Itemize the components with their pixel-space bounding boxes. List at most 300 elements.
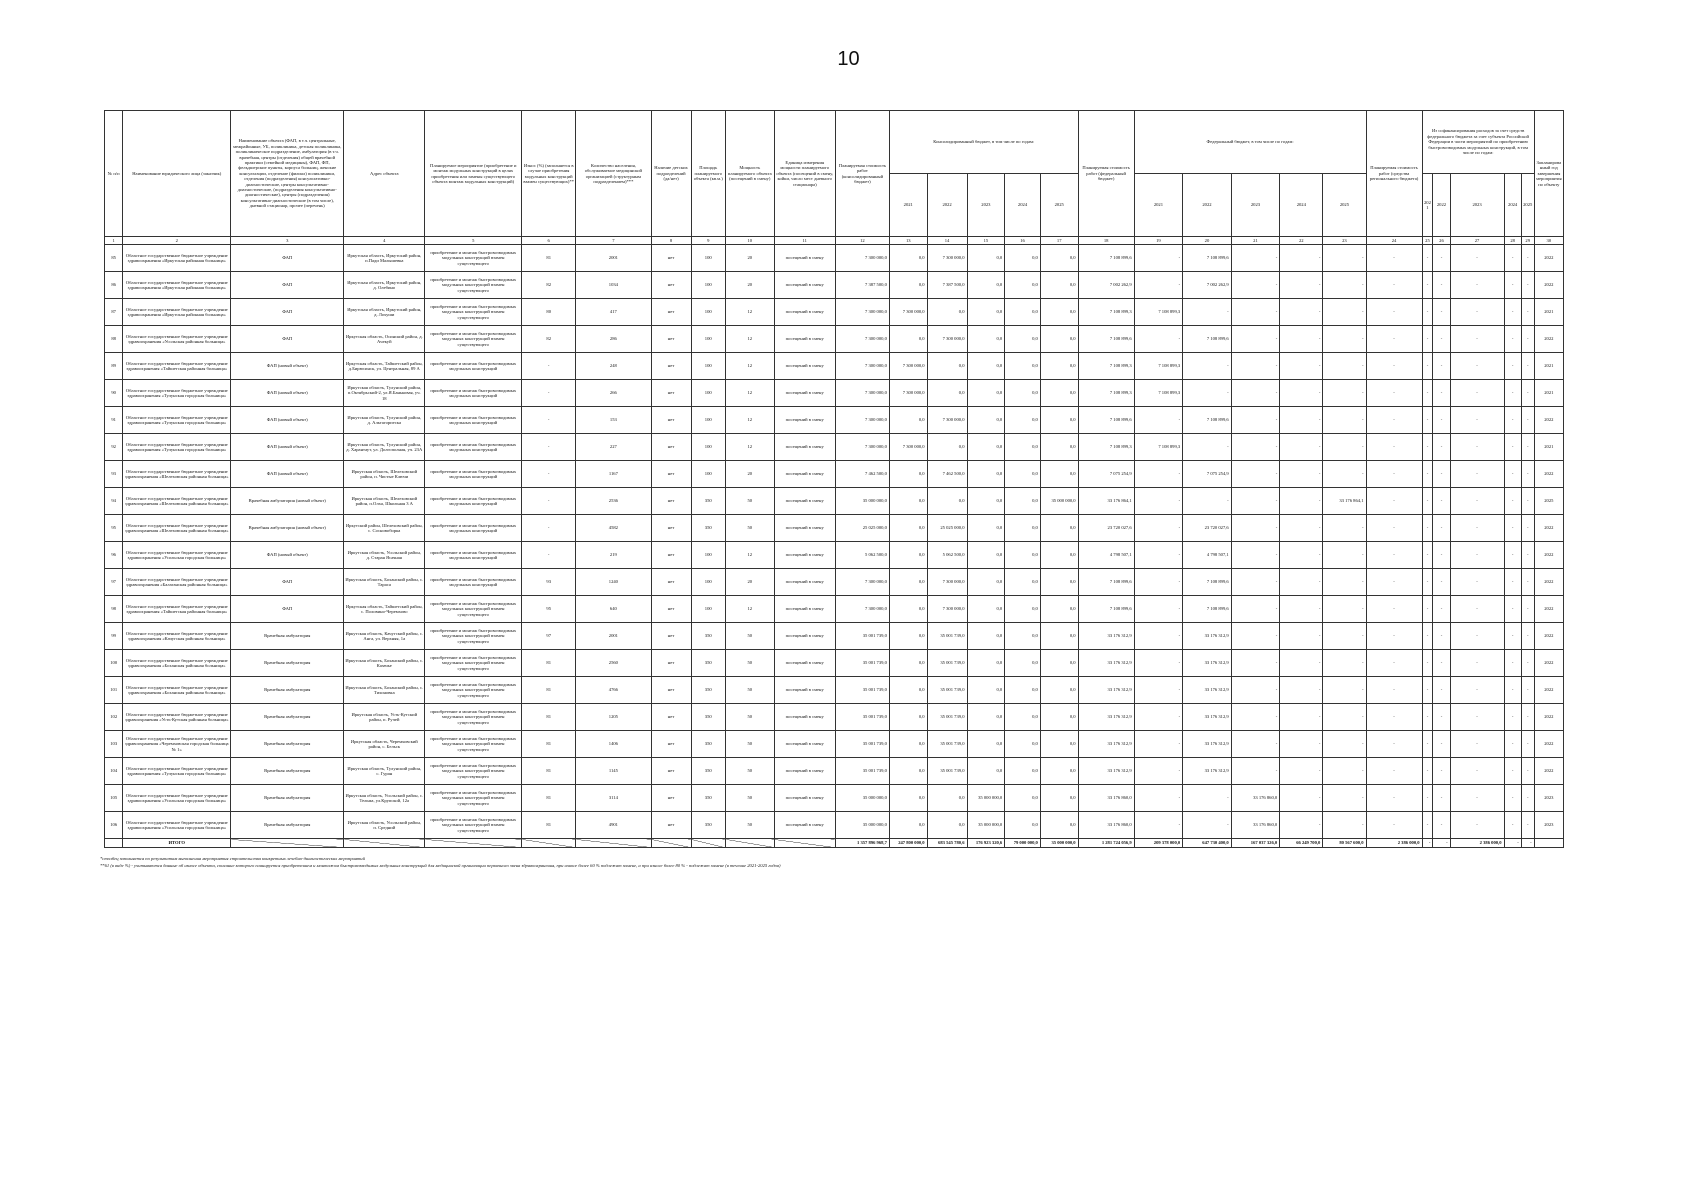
table-cell: - xyxy=(1422,569,1433,596)
table-cell: 0,0 xyxy=(889,326,927,353)
table-cell: 35 000 000,0 xyxy=(835,785,889,812)
table-cell: нет xyxy=(651,461,691,488)
table-cell: 0,0 xyxy=(1005,623,1041,650)
table-cell: 81 xyxy=(522,812,576,839)
table-cell: - xyxy=(1134,650,1183,677)
table-cell: - xyxy=(1366,488,1422,515)
table-cell: Врачебная амбулатория xyxy=(231,731,344,758)
table-cell: 7 300 000,0 xyxy=(927,407,967,434)
table-cell: посещений в смену xyxy=(774,245,835,272)
table-cell: 7 300 000,0 xyxy=(835,380,889,407)
table-cell: - xyxy=(1231,731,1280,758)
table-cell: - xyxy=(1433,434,1450,461)
table-cell: - xyxy=(1504,353,1521,380)
table-cell: Врачебная амбулатория xyxy=(231,704,344,731)
table-cell: 2560 xyxy=(576,650,651,677)
table-cell: 7 108 899,6 xyxy=(1183,569,1232,596)
table-cell: 350 xyxy=(691,650,726,677)
table-row xyxy=(105,785,1564,812)
table-cell: - xyxy=(1504,299,1521,326)
table-cell: 7 300 000,0 xyxy=(835,299,889,326)
table-cell: Областное государственное бюджетное учреждение здравоохранения «Боханская районная больница» xyxy=(123,677,231,704)
table-cell: - xyxy=(1280,704,1323,731)
table-cell: - xyxy=(1134,704,1183,731)
table-cell: - xyxy=(1280,461,1323,488)
table-cell: 50 xyxy=(726,623,775,650)
table-cell: 100 xyxy=(691,245,726,272)
table-cell: - xyxy=(1422,758,1433,785)
table-cell: 0,0 xyxy=(889,272,927,299)
table-cell: - xyxy=(1323,623,1366,650)
table-cell: 7 300 000,0 xyxy=(835,596,889,623)
table-cell: - xyxy=(1366,731,1422,758)
table-cell: 7 300 000,0 xyxy=(835,326,889,353)
table-cell: - xyxy=(1521,407,1534,434)
table-cell: Областное государственное бюджетное учреждение здравоохранения «Усть-Кутская районная больница» xyxy=(123,704,231,731)
table-cell: 2022 xyxy=(1534,758,1563,785)
table-cell: 0,0 xyxy=(967,326,1005,353)
table-cell: 1240 xyxy=(576,569,651,596)
table-cell: 0,0 xyxy=(1040,434,1078,461)
table-cell: ФАП xyxy=(231,299,344,326)
table-cell: - xyxy=(1134,731,1183,758)
table-cell: 98 xyxy=(105,596,123,623)
table-cell: приобретение и монтаж быстровозводимых модульных конструкций взамен существующего xyxy=(425,272,522,299)
table-cell: посещений в смену xyxy=(774,461,835,488)
table-cell: 7 300 000,0 xyxy=(927,569,967,596)
table-cell: 2022 xyxy=(1534,596,1563,623)
table-cell: 0,0 xyxy=(1040,353,1078,380)
table-cell: - xyxy=(1280,569,1323,596)
table-cell: 88 xyxy=(105,326,123,353)
table-cell: 2022 xyxy=(1534,272,1563,299)
table-cell: 33 176 864,1 xyxy=(1323,488,1366,515)
table-cell: - xyxy=(1280,488,1323,515)
table-cell: 106 xyxy=(105,812,123,839)
table-cell: 0,0 xyxy=(927,299,967,326)
table-cell: посещений в смену xyxy=(774,704,835,731)
table-cell: 0,0 xyxy=(1040,812,1078,839)
table-cell: - xyxy=(1231,542,1280,569)
table-cell: посещений в смену xyxy=(774,569,835,596)
column-number: 13 xyxy=(889,237,927,245)
column-number: 22 xyxy=(1280,237,1323,245)
table-cell: 50 xyxy=(726,650,775,677)
table-cell: - xyxy=(1231,623,1280,650)
table-cell: 2023 xyxy=(1534,812,1563,839)
table-cell: Областное государственное бюджетное учреждение здравоохранения «Тулунская городская больница» xyxy=(123,434,231,461)
table-cell: - xyxy=(1422,326,1433,353)
table-cell: 50 xyxy=(726,731,775,758)
table-cell: Областное государственное бюджетное учреждение здравоохранения «Балаганская районная больница» xyxy=(123,569,231,596)
table-cell: - xyxy=(1450,677,1504,704)
column-number: 17 xyxy=(1040,237,1078,245)
table-cell: 2025 xyxy=(1534,488,1563,515)
table-cell: - xyxy=(1504,704,1521,731)
table-cell: 33 176 860,0 xyxy=(1078,785,1134,812)
table-cell: 90 xyxy=(105,380,123,407)
total-cell: - xyxy=(1433,839,1450,848)
table-cell: нет xyxy=(651,326,691,353)
table-cell: 20 xyxy=(726,245,775,272)
table-cell: 2022 xyxy=(1534,569,1563,596)
table-row xyxy=(105,299,1564,326)
table-cell: Врачебная амбулатория xyxy=(231,812,344,839)
table-cell: - xyxy=(1450,407,1504,434)
table-cell: - xyxy=(1450,731,1504,758)
table-row xyxy=(105,515,1564,542)
table-cell: - xyxy=(1280,380,1323,407)
table-cell: 50 xyxy=(726,785,775,812)
table-cell: посещений в смену xyxy=(774,677,835,704)
table-cell: - xyxy=(1134,407,1183,434)
table-cell: 7 002 262,9 xyxy=(1183,272,1232,299)
table-cell: 50 xyxy=(726,515,775,542)
table-cell: нет xyxy=(651,353,691,380)
table-row xyxy=(105,245,1564,272)
total-cell xyxy=(774,839,835,848)
table-cell: - xyxy=(1450,515,1504,542)
table-cell: - xyxy=(522,488,576,515)
table-cell: 0,0 xyxy=(967,569,1005,596)
table-cell: посещений в смену xyxy=(774,326,835,353)
table-cell: - xyxy=(1422,407,1433,434)
table-cell: - xyxy=(1323,272,1366,299)
table-cell: - xyxy=(1280,758,1323,785)
table-cell: - xyxy=(1183,353,1232,380)
table-cell: 105 xyxy=(105,785,123,812)
table-cell: приобретение и монтаж быстровозводимых модульных конструкций взамен существующего xyxy=(425,677,522,704)
table-cell: 0,0 xyxy=(967,515,1005,542)
table-cell: 219 xyxy=(576,542,651,569)
total-cell: 80 567 600,0 xyxy=(1323,839,1366,848)
table-cell: - xyxy=(1504,569,1521,596)
table-cell: - xyxy=(1280,326,1323,353)
table-cell: 12 xyxy=(726,542,775,569)
table-cell: 33 176 312,9 xyxy=(1078,650,1134,677)
table-row xyxy=(105,461,1564,488)
header-cofinancing-by-year: Из софинансирования расходов за счет средств федерального бюджета за счет субъекта Российской Федерации в части мероприятий по приобретению быстровозводимых модульных конструкций, в том числе по годам: xyxy=(1422,111,1534,174)
column-number: 24 xyxy=(1366,237,1422,245)
year-2023: 2023 xyxy=(1231,174,1280,237)
table-cell: - xyxy=(1450,461,1504,488)
total-cell xyxy=(105,839,123,848)
table-cell: Областное государственное бюджетное учреждение здравоохранения «Тайшетская районная больница» xyxy=(123,353,231,380)
table-cell: - xyxy=(1450,569,1504,596)
table-cell: 0,0 xyxy=(889,731,927,758)
total-cell: 209 378 000,0 xyxy=(1134,839,1183,848)
table-cell: 35 001 739,0 xyxy=(835,650,889,677)
table-cell: - xyxy=(1366,515,1422,542)
table-cell: Областное государственное бюджетное учреждение здравоохранения «Тулунская городская больница» xyxy=(123,380,231,407)
table-cell: - xyxy=(1134,542,1183,569)
table-cell: - xyxy=(1134,596,1183,623)
table-row xyxy=(105,704,1564,731)
table-cell: - xyxy=(1433,515,1450,542)
table-cell: 35 001 739,0 xyxy=(835,731,889,758)
table-cell: приобретение и монтаж быстровозводимых модульных конструкций взамен существующего xyxy=(425,785,522,812)
column-number: 15 xyxy=(967,237,1005,245)
table-cell: 350 xyxy=(691,488,726,515)
table-cell: 100 xyxy=(105,650,123,677)
table-cell: 0,0 xyxy=(1005,245,1041,272)
table-cell: 100 xyxy=(691,596,726,623)
table-cell: 0,0 xyxy=(1040,704,1078,731)
total-cell: 167 037 326,0 xyxy=(1231,839,1280,848)
table-cell: 350 xyxy=(691,731,726,758)
header-capacity-unit: Единица измерения мощности планируемого объекта (посещений в смену, койки, число мест дневного стационара) xyxy=(774,111,835,237)
table-cell: - xyxy=(1134,623,1183,650)
table-cell: 86 xyxy=(105,272,123,299)
year-2023: 2023 xyxy=(967,174,1005,237)
table-cell: нет xyxy=(651,407,691,434)
table-cell: - xyxy=(1433,299,1450,326)
table-cell: 81 xyxy=(522,785,576,812)
table-cell: посещений в смену xyxy=(774,515,835,542)
table-cell: 100 xyxy=(691,299,726,326)
table-cell: - xyxy=(1323,299,1366,326)
header-federal-by-year: Федеральный бюджет, в том числе по годам: xyxy=(1134,111,1366,174)
table-cell: ФАП xyxy=(231,272,344,299)
table-cell: - xyxy=(1521,677,1534,704)
header-population: Количество населения, обслуживаемое медицинской организацией (структурным подразделением)*** xyxy=(576,111,651,237)
table-cell: - xyxy=(1323,326,1366,353)
table-cell: 0,0 xyxy=(1040,299,1078,326)
total-cell: - xyxy=(1504,839,1521,848)
table-cell: 7 387 500,0 xyxy=(927,272,967,299)
table-cell: 0,0 xyxy=(967,299,1005,326)
table-cell: - xyxy=(1183,434,1232,461)
table-cell: - xyxy=(1504,380,1521,407)
table-cell: - xyxy=(1521,326,1534,353)
table-cell: 0,0 xyxy=(1005,515,1041,542)
table-cell: 0,0 xyxy=(1005,326,1041,353)
table-cell: Областное государственное бюджетное учреждение здравоохранения «Иркутская районная больница» xyxy=(123,245,231,272)
table-cell: 0,0 xyxy=(1005,758,1041,785)
table-cell: ФАП xyxy=(231,245,344,272)
year-2025: 2025 xyxy=(1521,174,1534,237)
table-cell: нет xyxy=(651,569,691,596)
table-cell: 7 108 899,6 xyxy=(1078,569,1134,596)
table-cell: 35 001 739,0 xyxy=(835,758,889,785)
table-cell: 94 xyxy=(105,488,123,515)
total-cell: 247 800 000,0 xyxy=(889,839,927,848)
table-cell: 0,0 xyxy=(1040,569,1078,596)
table-cell: 0,0 xyxy=(927,380,967,407)
table-cell: - xyxy=(1422,623,1433,650)
table-cell: 0,0 xyxy=(967,542,1005,569)
table-cell: 12 xyxy=(726,326,775,353)
table-cell: 7 002 262,9 xyxy=(1078,272,1134,299)
table-cell: Врачебная амбулатория xyxy=(231,650,344,677)
table-cell: ФАП (новый объект) xyxy=(231,434,344,461)
table-cell: - xyxy=(1422,812,1433,839)
table-cell: - xyxy=(1366,542,1422,569)
table-cell: 0,0 xyxy=(1040,326,1078,353)
table-cell: 12 xyxy=(726,407,775,434)
table-cell: посещений в смену xyxy=(774,596,835,623)
table-cell: 35 001 739,0 xyxy=(927,731,967,758)
total-cell xyxy=(726,839,775,848)
table-cell: 2021 xyxy=(1534,353,1563,380)
total-cell: 647 730 400,0 xyxy=(1183,839,1232,848)
total-cell: - xyxy=(1422,839,1433,848)
year-2022: 2022 xyxy=(927,174,967,237)
table-cell: нет xyxy=(651,731,691,758)
table-cell: Иркутская область, Усольский район, с. Тельма, ул.Крупской, 12а xyxy=(344,785,425,812)
table-cell: Иркутская область, Тулунский район, п.Октябрьский-2, ул.Я.Баньковая, уч. 18 xyxy=(344,380,425,407)
table-cell: - xyxy=(1433,569,1450,596)
year-2021: 2021 xyxy=(889,174,927,237)
table-cell: - xyxy=(1323,353,1366,380)
table-cell: 7 108 899,3 xyxy=(1078,434,1134,461)
table-cell: - xyxy=(1183,380,1232,407)
table-cell: 0,0 xyxy=(889,488,927,515)
footnote: *столбец заполняется по результатам выполнения мероприятия строительства конкретных лечебно-диагностических мероприятий xyxy=(100,856,365,861)
table-cell: Областное государственное бюджетное учреждение здравоохранения «Тулунская городская больница» xyxy=(123,758,231,785)
table-cell: 7 300 000,0 xyxy=(927,245,967,272)
table-cell: - xyxy=(1433,461,1450,488)
table-cell: 7 462 500,0 xyxy=(835,461,889,488)
table-cell: 7 300 000,0 xyxy=(835,407,889,434)
column-number: 3 xyxy=(231,237,344,245)
column-number: 5 xyxy=(425,237,522,245)
table-cell: 0,0 xyxy=(1005,677,1041,704)
table-cell: 100 xyxy=(691,380,726,407)
table-cell: 100 xyxy=(691,326,726,353)
table-cell: приобретение и монтаж быстровозводимых модульных конструкций взамен существующего xyxy=(425,326,522,353)
table-cell: - xyxy=(1323,812,1366,839)
table-cell: 7 462 500,0 xyxy=(927,461,967,488)
table-cell: 1034 xyxy=(576,272,651,299)
table-cell: приобретение и монтаж быстровозводимых модульных конструкций взамен существующего xyxy=(425,731,522,758)
table-cell: - xyxy=(1504,326,1521,353)
table-cell: 0,0 xyxy=(889,785,927,812)
table-row xyxy=(105,758,1564,785)
table-cell: ФАП xyxy=(231,569,344,596)
header-cost-regional: Планируемая стоимость работ (средства регионального бюджета) xyxy=(1366,111,1422,237)
header-area: Площадь планируемого объекта (кв.м.) xyxy=(691,111,726,237)
table-cell: 100 xyxy=(691,272,726,299)
table-cell: Областное государственное бюджетное учреждение здравоохранения «Боханская районная больница» xyxy=(123,650,231,677)
table-cell: - xyxy=(1433,677,1450,704)
table-cell: - xyxy=(1450,245,1504,272)
table-row xyxy=(105,380,1564,407)
table-cell: - xyxy=(1323,380,1366,407)
table-cell: Иркутская область, Иркутский район, п.Пади Малышевка xyxy=(344,245,425,272)
total-cell: 1 357 896 968,7 xyxy=(835,839,889,848)
table-cell: 50 xyxy=(726,758,775,785)
table-cell: - xyxy=(1323,245,1366,272)
table-cell: - xyxy=(1422,488,1433,515)
table-cell: - xyxy=(1134,677,1183,704)
table-cell: Иркутская область, Тулунский район, д. Альтагорпеска xyxy=(344,407,425,434)
table-cell: 640 xyxy=(576,596,651,623)
table-cell: 0,0 xyxy=(967,488,1005,515)
table-cell: - xyxy=(1521,758,1534,785)
total-cell: 35 000 000,0 xyxy=(1040,839,1078,848)
table-cell: 0,0 xyxy=(1005,434,1041,461)
table-cell: - xyxy=(1521,515,1534,542)
table-cell: Иркутская область, Иркутский район, д. Олебино xyxy=(344,272,425,299)
table-cell: 7 300 000,0 xyxy=(927,326,967,353)
table-cell: - xyxy=(1323,542,1366,569)
table-cell: 33 176 864,1 xyxy=(1078,488,1134,515)
table-cell: 0,0 xyxy=(1040,461,1078,488)
table-cell: 0,0 xyxy=(967,434,1005,461)
table-cell: - xyxy=(1521,542,1534,569)
table-cell: 35 001 739,0 xyxy=(835,704,889,731)
table-cell: - xyxy=(1366,407,1422,434)
table-cell: - xyxy=(1521,272,1534,299)
table-cell: - xyxy=(1504,650,1521,677)
table-cell: - xyxy=(1504,542,1521,569)
table-cell: 0,0 xyxy=(1040,785,1078,812)
table-cell: 20 xyxy=(726,461,775,488)
table-cell: 0,0 xyxy=(927,785,967,812)
table-cell: - xyxy=(1280,677,1323,704)
table-cell: 50 xyxy=(726,488,775,515)
table-cell: - xyxy=(1433,623,1450,650)
table-cell: 81 xyxy=(522,704,576,731)
table-cell: 2022 xyxy=(1534,461,1563,488)
table-cell: нет xyxy=(651,623,691,650)
table-cell: Областное государственное бюджетное учреждение здравоохранения «Иркутская районная больница» xyxy=(123,272,231,299)
table-cell: 0,0 xyxy=(927,812,967,839)
table-cell: 5 062 500,0 xyxy=(927,542,967,569)
table-cell: 33 176 312,9 xyxy=(1183,731,1232,758)
column-number: 8 xyxy=(651,237,691,245)
table-cell: ФАП (новый объект) xyxy=(231,542,344,569)
column-number: 29 xyxy=(1521,237,1534,245)
table-cell: 33 176 312,9 xyxy=(1078,704,1134,731)
table-cell: 35 000 000,0 xyxy=(835,488,889,515)
total-cell xyxy=(691,839,726,848)
table-cell: - xyxy=(1422,677,1433,704)
table-cell: 4 798 507,1 xyxy=(1078,542,1134,569)
table-cell: - xyxy=(1280,596,1323,623)
table-cell: нет xyxy=(651,299,691,326)
table-cell: нет xyxy=(651,677,691,704)
table-cell: Иркутская область, Тайшетский район, с. Половино-Черемхово xyxy=(344,596,425,623)
table-cell: 3114 xyxy=(576,785,651,812)
table-cell: 0,0 xyxy=(1040,758,1078,785)
table-cell: - xyxy=(1521,353,1534,380)
table-cell: 2536 xyxy=(576,488,651,515)
table-cell: - xyxy=(1504,758,1521,785)
table-cell: - xyxy=(1422,245,1433,272)
table-cell: 0,0 xyxy=(927,488,967,515)
table-cell: 0,0 xyxy=(889,812,927,839)
header-children-units: Наличие детских подразделений (да/нет) xyxy=(651,111,691,237)
table-cell: - xyxy=(1366,380,1422,407)
total-row xyxy=(105,839,1564,848)
table-cell: 87 xyxy=(105,299,123,326)
table-cell: приобретение и монтаж быстровозводимых модульных конструкций взамен существующего xyxy=(425,650,522,677)
column-number: 20 xyxy=(1183,237,1232,245)
table-cell: 23 720 027,6 xyxy=(1078,515,1134,542)
table-cell: - xyxy=(1280,353,1323,380)
table-cell: 35 001 739,0 xyxy=(927,704,967,731)
table-cell: 50 xyxy=(726,677,775,704)
table-cell: Иркутская область, Усольский район, д. Старая Ясачная xyxy=(344,542,425,569)
total-cell xyxy=(522,839,576,848)
table-cell: - xyxy=(1521,434,1534,461)
table-cell: 33 176 312,9 xyxy=(1183,650,1232,677)
table-cell: - xyxy=(1521,488,1534,515)
table-cell: посещений в смену xyxy=(774,434,835,461)
table-cell: посещений в смену xyxy=(774,488,835,515)
